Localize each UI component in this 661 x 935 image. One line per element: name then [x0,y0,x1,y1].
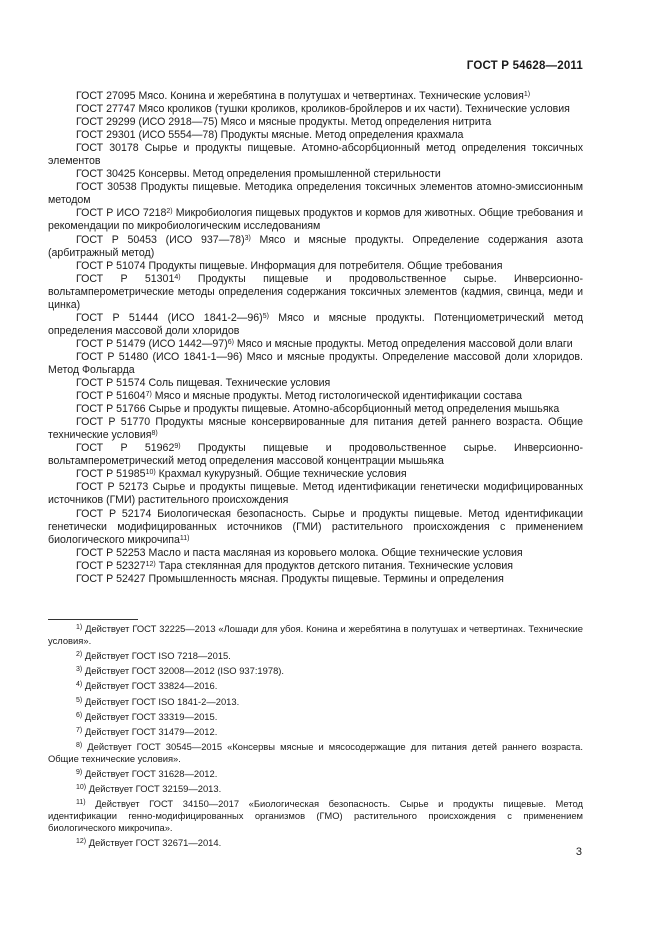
reference-item: ГОСТ Р 51444 (ИСО 1841-2—96)$^{5)}$ Мясо и мясные продукты. Потенциометрический метод определения массовой доли хлоридов [48,311,584,337]
reference-item: ГОСТ Р 52427 Промышленность мясная. Продукты пищевые. Термины и определения [76,572,504,585]
footnote-item: $^{12)}$ Действует ГОСТ 32671—2014. [76,837,222,849]
reference-item: ГОСТ Р 52253 Масло и паста масляная из коровьего молока. Общие технические условия [76,546,523,559]
normative-references-list [48,90,583,586]
reference-item: ГОСТ Р 51604$^{7)}$ Мясо и мясные продукты. Метод гистологической идентификации состава [76,390,523,403]
reference-item: ГОСТ 29301 (ИСО 5554—78) Продукты мясные. Метод определения крахмала [76,129,464,142]
footnote-item: $^{2)}$ Действует ГОСТ ISO 7218—2015. [76,649,231,661]
reference-item: ГОСТ Р 52174 Биологическая безопасность. Сырье и продукты пищевые. Метод идентификации генетически модифицированных источников (ГМИ) растительного происхождения с применением биологического микрочипа$^{11)}$ [48,507,583,546]
footnote-item: $^{6)}$ Действует ГОСТ 33319—2015. [76,710,218,722]
reference-item: ГОСТ Р 50453 (ИСО 937—78)$^{3)}$ Мясо и мясные продукты. Определение содержания азота (арбитражный метод) [48,233,583,259]
reference-item: ГОСТ 29299 (ИСО 2918—75) Мясо и мясные продукты. Метод определения нитрита [76,116,492,129]
reference-item: ГОСТ 27747 Мясо кроликов (тушки кроликов, кроликов-бройлеров и их части). Технические условия [76,103,570,116]
reference-item: ГОСТ Р 52173 Сырье и продукты пищевые. Метод идентификации генетически модифицированных источников (ГМИ) растительного происхождения [48,481,583,507]
reference-item: ГОСТ 30538 Продукты пищевые. Методика определения токсичных элементов атомно-эмиссионным методом [48,181,583,207]
footnote-item: $^{5)}$ Действует ГОСТ ISO 1841-2—2013. [76,695,240,707]
reference-item: ГОСТ Р 51301$^{4)}$ Продукты пищевые и продовольственное сырье. Инверсионно-вольтамперометрические методы определения содержания токсичных элементов (кадмия, свинца, меди и цинка) [48,272,584,311]
document-header: ГОСТ Р 54628—2011 [466,60,583,72]
reference-item: ГОСТ 30178 Сырье и продукты пищевые. Атомно-абсорбционный метод определения токсичных элементов [48,142,583,168]
footnote-item: $^{11)}$ Действует ГОСТ 34150—2017 «Биологическая безопасность. Сырье и продукты пищевые. Метод идентификации генно-модифицированных организмов (ГМО) растительного происхождения с применением биологического микрочипа». [48,798,583,834]
footnotes-list [48,623,583,852]
reference-item: ГОСТ Р ИСО 7218$^{2)}$ Микробиология пищевых продуктов и кормов для животных. Общие требования и рекомендации по микробиологическим исследованиям [48,207,583,233]
footnote-item: $^{10)}$ Действует ГОСТ 32159—2013. [76,783,222,795]
footnote-item: $^{7)}$ Действует ГОСТ 31479—2012. [76,725,218,737]
reference-item: ГОСТ Р 51480 (ИСО 1841-1—96) Мясо и мясные продукты. Определение массовой доли хлоридов. Метод Фольгарда [48,350,583,376]
reference-item: ГОСТ Р 51074 Продукты пищевые. Информация для потребителя. Общие требования [76,259,503,272]
page-number: 3 [575,846,582,858]
footnote-item: $^{8)}$ Действует ГОСТ 30545—2015 «Консервы мясные и мясосодержащие для питания детей раннего возраста. Общие технические условия». [48,741,583,764]
footnote-separator [48,619,138,620]
reference-item: ГОСТ Р 51574 Соль пищевая. Технические условия [76,377,331,390]
reference-item: ГОСТ Р 51962$^{9)}$ Продукты пищевые и продовольственное сырье. Инверсионно-вольтамперометрический метод определения массовой концентрации мышьяка [48,442,584,468]
reference-item: ГОСТ Р 51766 Сырье и продукты пищевые. Атомно-абсорбционный метод определения мышьяка [76,403,560,416]
reference-item: ГОСТ Р 51479 (ИСО 1442—97)$^{6)}$ Мясо и мясные продукты. Метод определения массовой доли влаги [76,337,573,350]
footnote-item: $^{3)}$ Действует ГОСТ 32008—2012 (ISO 937:1978). [76,665,285,677]
footnote-item: $^{4)}$ Действует ГОСТ 33824—2016. [76,680,218,692]
footnote-item: $^{9)}$ Действует ГОСТ 31628—2012. [76,768,218,780]
reference-item: ГОСТ 27095 Мясо. Конина и жеребятина в полутушах и четвертинах. Технические условия$^{1)}$ [76,90,531,102]
reference-item: ГОСТ Р 51770 Продукты мясные консервированные для питания детей раннего возраста. Общие технические условия$^{8)}$ [48,416,583,442]
reference-item: ГОСТ 30425 Консервы. Метод определения промышленной стерильности [76,168,441,181]
reference-item: ГОСТ Р 52327$^{12)}$ Тара стеклянная для продуктов детского питания. Технические условия [76,559,514,572]
footnote-item: $^{1)}$ Действует ГОСТ 32225—2013 «Лошади для убоя. Конина и жеребятина в полутушах и четвертинах. Технические условия». [48,623,583,646]
reference-item: ГОСТ Р 51985$^{10)}$ Крахмал кукурузный. Общие технические условия [76,468,407,481]
